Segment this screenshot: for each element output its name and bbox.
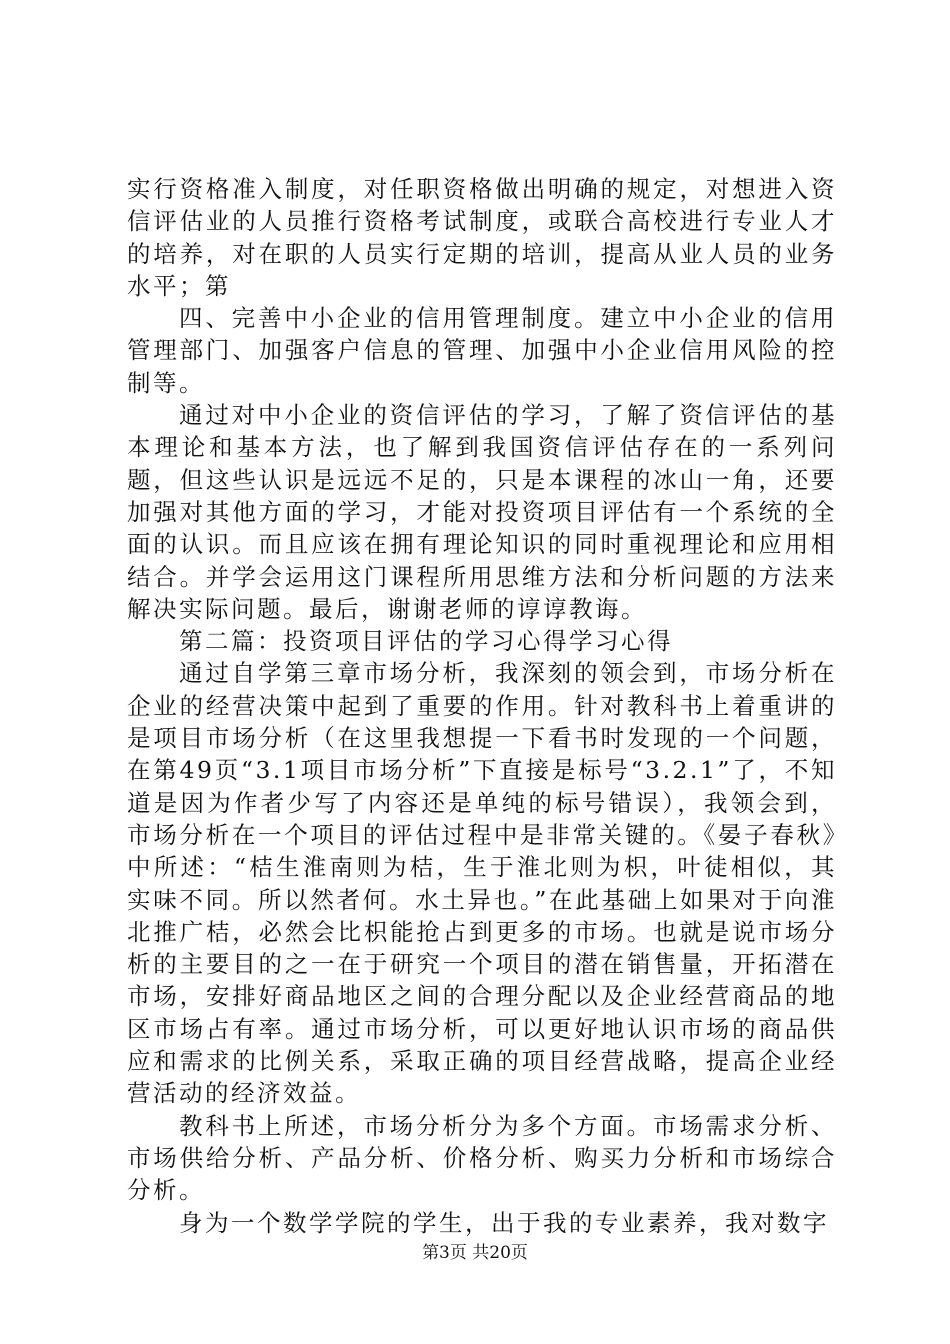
page-footer: 第3页 共20页 xyxy=(422,1243,528,1263)
paragraph: 通过对中小企业的资信评估的学习，了解了资信评估的基本理论和基本方法，也了解到我国资信评估存在的一系列问题，但这些认识是远远不足的，只是本课程的冰山一角，还要加强对其他方面的学习，才能对投资项目评估有一个系统的全面的认识。而且应该在拥有理论知识的同时重视理论和应用相结合。并学会运用这门课程所用思维方法和分析问题的方法来解决实际问题。最后，谢谢老师的谆谆教诲。 xyxy=(127,401,837,623)
paragraph: 教科书上所述，市场分析分为多个方面。市场需求分析、市场供给分析、产品分析、价格分析、购买力分析和市场综合分析。 xyxy=(127,1111,837,1205)
section-heading: 第二篇：投资项目评估的学习心得学习心得 xyxy=(179,627,673,656)
paragraph: 身为一个数学学院的学生，出于我的专业素养，我对数字 xyxy=(179,1208,829,1237)
document-body xyxy=(127,173,837,1239)
paragraph: 四、完善中小企业的信用管理制度。建立中小企业的信用管理部门、加强客户信息的管理、加强中小企业信用风险的控制等。 xyxy=(127,304,837,397)
paragraph: 通过自学第三章市场分析，我深刻的领会到，市场分析在企业的经营决策中起到了重要的作用。针对教科书上着重讲的是项目市场分析（在这里我想提一下看书时发现的一个问题，在第49页“3.1项目市场分析”下直接是标号“3.2.1”了，不知道是因为作者少写了内容还是单纯的标号错误），我领会到，市场分析在一个项目的评估过程中是非常关键的。《晏子春秋》中所述：“桔生淮南则为桔，生于淮北则为枳，叶徒相似，其实味不同。所以然者何。水土异也。”在此基础上如果对于向淮北推广桔，必然会比枳能抢占到更多的市场。也就是说市场分析的主要目的之一在于研究一个项目的潜在销售量，开拓潜在市场，安排好商品地区之间的合理分配以及企业经营商品的地区市场占有率。通过市场分析，可以更好地认识市场的商品供应和需求的比例关系，采取正确的项目经营战略，提高企业经营活动的经济效益。 xyxy=(127,659,837,1108)
paragraph: 实行资格准入制度，对任职资格做出明确的规定，对想进入资信评估业的人员推行资格考试制度，或联合高校进行专业人才的培养，对在职的人员实行定期的培训，提高从业人员的业务水平；第 xyxy=(127,175,837,300)
